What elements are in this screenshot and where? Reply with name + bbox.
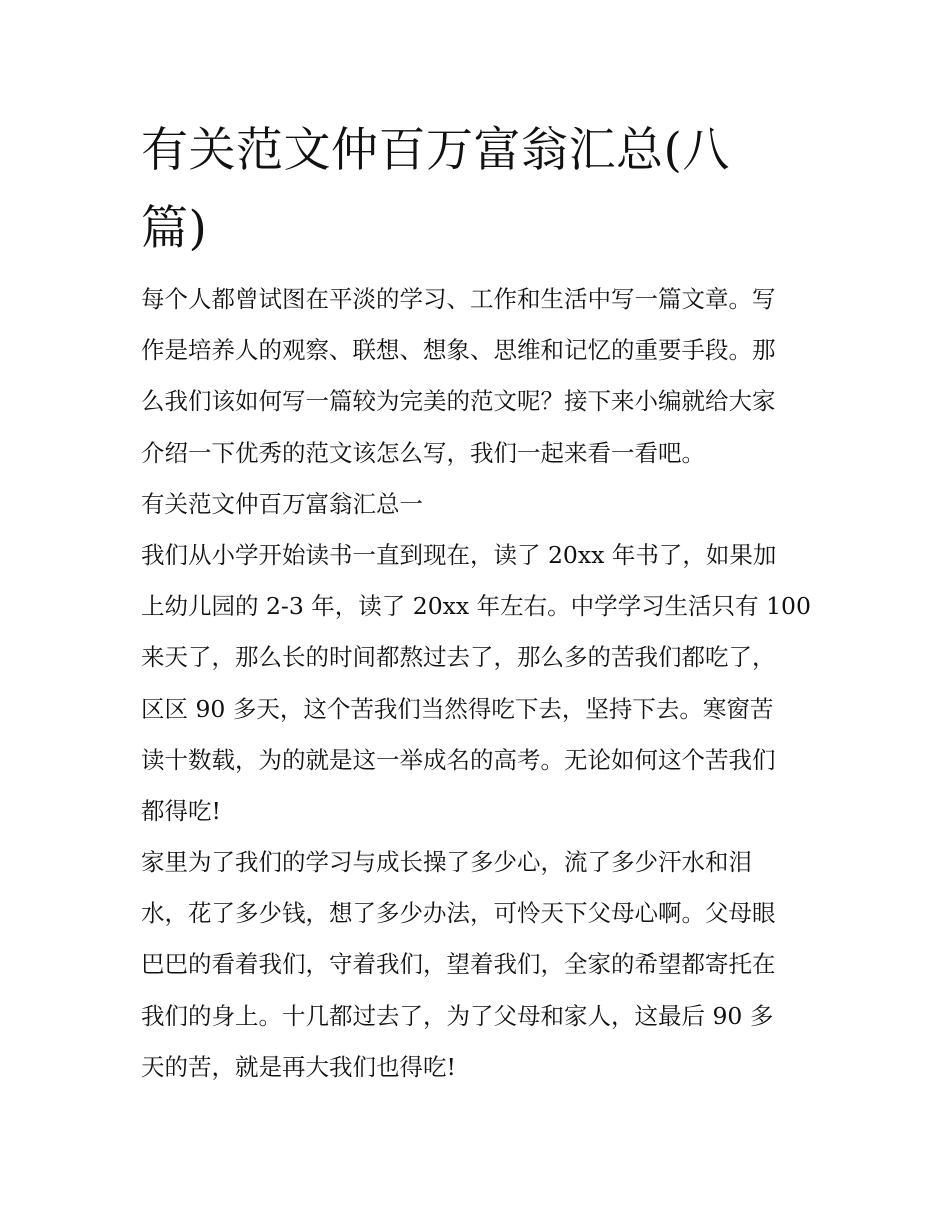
paragraph-line: 上幼儿园的 2-3 年，读了 20xx 年左右。中学学习生活只有 100 [141, 592, 811, 621]
paragraph-line: 我们的身上。十几都过去了，为了父母和家人，这最后 90 多 [141, 1001, 774, 1030]
title-line: 篇) [141, 201, 208, 256]
paragraph-line: 家里为了我们的学习与成长操了多少心，流了多少汗水和泪 [141, 848, 752, 877]
paragraph-line: 都得吃! [141, 796, 221, 825]
paragraph-line: 介绍一下优秀的范文该怎么写，我们一起来看一看吧。 [141, 438, 705, 467]
paragraph-line: 每个人都曾试图在平淡的学习、工作和生活中写一篇文章。写 [141, 285, 776, 313]
document-body [141, 274, 813, 1093]
paragraph-line: 巴巴的看着我们，守着我们，望着我们，全家的希望都寄托在 [141, 950, 776, 979]
paragraph-line: 我们从小学开始读书一直到现在，读了 20xx 年书了，如果加 [141, 540, 777, 569]
paragraph-line: 作是培养人的观察、联想、想象、思维和记忆的重要手段。那 [141, 336, 776, 365]
paragraph-line: 读十数载，为的就是这一举成名的高考。无论如何这个苦我们 [141, 745, 776, 774]
paragraph-line: 来天了，那么长的时间都熬过去了，那么多的苦我们都吃了， [141, 643, 776, 672]
title-line: 有关范文仲百万富翁汇总(八 [141, 123, 730, 178]
paragraph-line: 天的苦，就是再大我们也得吃! [141, 1052, 456, 1081]
paragraph-line: 么我们该如何写一篇较为完美的范文呢？接下来小编就给大家 [141, 387, 776, 416]
document-title [141, 112, 821, 268]
section-heading: 有关范文仲百万富翁汇总一 [141, 489, 423, 518]
paragraph-line: 区区 90 多天，这个苦我们当然得吃下去，坚持下去。寒窗苦 [141, 694, 774, 723]
paragraph-line: 水，花了多少钱，想了多少办法，可怜天下父母心啊。父母眼 [141, 899, 776, 928]
